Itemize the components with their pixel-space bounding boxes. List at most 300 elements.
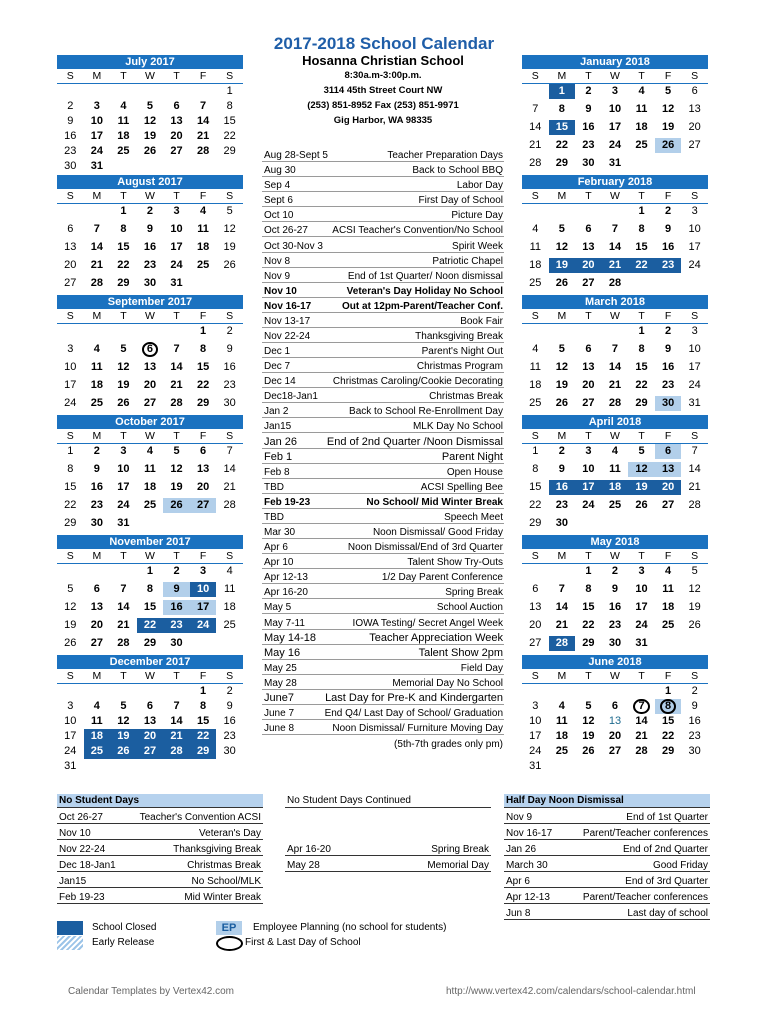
table-row	[285, 840, 491, 856]
row-date: March 30	[506, 860, 548, 871]
weekday-label: T	[173, 190, 180, 202]
day-cell: 13	[64, 241, 77, 253]
day-cell: 11	[609, 463, 621, 475]
school-phone: (253) 851-8952 Fax (253) 851-9971	[307, 100, 459, 111]
day-cell: 6	[655, 444, 682, 459]
day-cell: 15	[196, 361, 210, 373]
event-date: Dec 14	[264, 376, 296, 388]
day-cell	[137, 342, 164, 357]
day-cell: 2	[611, 565, 619, 577]
day-cell: 17	[608, 121, 622, 133]
weekday-label: T	[585, 190, 592, 202]
day-cell: 10	[688, 223, 701, 235]
event-title: Labor Day	[456, 180, 503, 192]
day-cell: 31	[688, 397, 701, 409]
day-cell: 20	[582, 379, 595, 391]
table-row	[285, 872, 491, 888]
event-title: Christmas Program	[416, 361, 503, 373]
weekday-label: S	[226, 310, 234, 322]
day-cell: 26	[555, 277, 568, 289]
day-cell: 22	[137, 618, 164, 633]
day-cell: 14	[555, 601, 568, 613]
weekday-label: S	[226, 670, 234, 682]
day-cell: 14	[635, 715, 648, 727]
weekday-label: S	[66, 190, 74, 202]
school-hours: 8:30a.m-3:00p.m.	[344, 70, 422, 81]
day-cell: 29	[661, 745, 675, 757]
day-cell: 9	[163, 582, 190, 597]
day-cell	[549, 759, 576, 774]
day-cell	[216, 276, 243, 291]
page-title: 2017-2018 School Calendar	[273, 34, 495, 53]
table-row	[57, 840, 263, 856]
event-row	[262, 147, 504, 162]
day-cell: 30	[143, 277, 157, 289]
table-row	[57, 872, 263, 888]
day-cell	[655, 636, 682, 651]
event-date: May 16	[264, 646, 301, 659]
day-cell	[163, 759, 190, 774]
day-cell: 18	[635, 121, 648, 133]
day-cell: 4	[532, 343, 539, 355]
day-cell: 14	[223, 463, 236, 475]
day-cell: 22	[635, 379, 648, 391]
day-cell: 28	[223, 499, 236, 511]
event-date: Apr 12-13	[264, 572, 308, 584]
footer-left[interactable]: Calendar Templates by Vertex42.com	[68, 986, 235, 997]
day-cell: 23	[223, 730, 236, 742]
day-cell: 8	[146, 583, 154, 595]
day-cell: 21	[602, 258, 629, 273]
weekday-label: F	[199, 670, 207, 682]
day-cell: 4	[226, 565, 233, 577]
day-cell: 30	[90, 517, 103, 529]
day-cell: 7	[173, 343, 180, 355]
event-title: Last Day for Pre-K and Kindergarten	[325, 691, 503, 704]
day-cell: 29	[117, 277, 130, 289]
event-title: Noon Dismissal/ Furniture Moving Day	[332, 723, 503, 735]
day-cell: 11	[197, 223, 209, 235]
day-cell: 28	[117, 637, 130, 649]
weekday-label: T	[173, 430, 180, 442]
day-cell	[602, 516, 629, 531]
day-cell: 20	[64, 259, 77, 271]
row-date: Apr 12-13	[506, 892, 550, 903]
school-city: Gig Harbor, WA 98335	[333, 115, 433, 126]
footer-right[interactable]: http://www.vertex42.com/calendars/school-calendar.html	[446, 986, 696, 997]
event-row	[262, 418, 504, 433]
legend-early-release: Early Release	[92, 937, 155, 948]
ep-box: EP	[216, 921, 242, 935]
day-cell: 28	[688, 499, 701, 511]
day-cell: 20	[575, 258, 602, 273]
day-cell: 2	[173, 565, 180, 577]
day-cell: 9	[611, 583, 619, 595]
weekday-label: T	[173, 670, 180, 682]
day-cell	[681, 516, 708, 531]
day-cell: 13	[582, 361, 595, 373]
day-cell: 20	[196, 481, 210, 493]
day-cell: 30	[223, 745, 236, 757]
day-cell: 29	[190, 744, 217, 759]
weekday-label: S	[66, 670, 74, 682]
weekday-label: F	[664, 190, 672, 202]
day-cell: 19	[628, 480, 655, 495]
weekday-label: T	[585, 430, 592, 442]
weekday-label: F	[664, 70, 672, 82]
day-cell	[602, 759, 629, 774]
day-cell: 9	[665, 223, 672, 235]
day-cell: 21	[688, 481, 701, 493]
day-cell: 5	[226, 205, 233, 217]
weekday-label: S	[531, 430, 539, 442]
day-cell: 23	[661, 379, 675, 391]
month-calendar	[57, 295, 243, 414]
month-header: May 2018	[522, 535, 708, 549]
weekday-label: T	[120, 190, 127, 202]
month-header: March 2018	[522, 295, 708, 309]
table-row	[504, 872, 710, 888]
day-cell: 24	[635, 619, 648, 631]
day-cell	[84, 84, 111, 99]
day-cell: 4	[611, 445, 619, 457]
event-date: Nov 16-17	[264, 300, 312, 312]
day-cell: 1	[146, 565, 154, 577]
day-cell: 31	[170, 277, 183, 289]
day-cell	[628, 516, 655, 531]
event-date: Nov 22-24	[264, 331, 311, 343]
row-desc: Teacher's Convention ACSI	[139, 812, 261, 823]
day-cell: 14	[688, 463, 701, 475]
day-cell: 22	[190, 729, 217, 744]
day-cell: 14	[90, 241, 103, 253]
day-cell: 15	[143, 601, 157, 613]
event-row	[262, 479, 504, 494]
event-row	[262, 539, 504, 554]
month-calendar	[522, 175, 708, 294]
day-cell: 10	[608, 103, 622, 115]
legend-first-last-day: First & Last Day of School	[245, 937, 361, 948]
event-title: End of 1st Quarter/ Noon dismissal	[347, 270, 503, 282]
event-date: Feb 8	[264, 466, 290, 478]
event-title: Veteran's Day Holiday No School	[346, 285, 503, 297]
event-row	[262, 735, 504, 750]
row-date: Nov 16-17	[506, 828, 553, 839]
event-date: Dec 7	[264, 361, 291, 373]
event-date: Sept 6	[264, 195, 293, 207]
day-cell: 2	[226, 685, 233, 697]
day-cell: 15	[64, 481, 77, 493]
day-cell: 26	[582, 745, 595, 757]
day-cell	[628, 699, 655, 714]
table-row	[285, 888, 491, 904]
event-row	[262, 283, 504, 298]
day-cell	[84, 684, 111, 699]
event-title: First Day of School	[418, 195, 503, 207]
event-date: Oct 10	[264, 210, 294, 222]
day-cell: 2	[67, 100, 74, 112]
day-cell: 31	[90, 160, 103, 172]
legend-school-closed: School Closed	[92, 922, 157, 933]
day-cell: 15	[196, 715, 210, 727]
day-cell	[137, 759, 164, 774]
event-title: Open House	[446, 466, 503, 478]
month-header: April 2018	[522, 415, 708, 429]
day-cell: 13	[688, 103, 701, 115]
row-desc: Parent/Teacher conferences	[582, 892, 708, 903]
day-cell	[110, 324, 137, 339]
day-cell: 10	[170, 223, 183, 235]
day-cell: 15	[582, 601, 595, 613]
event-row	[262, 298, 504, 313]
event-date: Aug 30	[264, 165, 296, 177]
day-cell: 8	[638, 223, 645, 235]
day-cell: 16	[223, 715, 236, 727]
day-cell: 19	[117, 379, 130, 391]
row-desc: Last day of school	[627, 908, 708, 919]
day-cell: 1	[200, 325, 207, 337]
month-calendar	[522, 295, 708, 414]
school-name: Hosanna Christian School	[302, 53, 464, 68]
day-cell: 6	[691, 85, 698, 97]
event-title: Parent's Night Out	[421, 346, 503, 358]
event-row	[262, 313, 504, 328]
event-title: ACSI Spelling Bee	[420, 481, 503, 493]
table-row	[57, 888, 263, 904]
day-cell: 11	[223, 583, 236, 595]
day-cell: 5	[146, 100, 154, 112]
day-cell: 13	[143, 715, 157, 727]
day-cell	[216, 636, 243, 651]
event-title: No School/ Mid Winter Break	[366, 496, 503, 508]
event-row	[262, 373, 504, 388]
day-cell: 24	[688, 259, 701, 271]
event-title: Speech Meet	[444, 511, 503, 523]
day-cell: 18	[529, 259, 542, 271]
row-date: Jan 26	[506, 844, 537, 855]
event-row	[262, 524, 504, 539]
day-cell	[163, 324, 190, 339]
row-desc: Parent/Teacher conferences	[582, 828, 708, 839]
first-last-day-marker: 6	[142, 342, 158, 357]
day-cell: 17	[529, 730, 542, 742]
weekday-label: F	[199, 310, 207, 322]
day-cell: 8	[226, 100, 233, 112]
day-cell: 25	[90, 397, 103, 409]
day-cell	[575, 516, 602, 531]
day-cell: 26	[110, 744, 137, 759]
day-cell: 29	[555, 157, 568, 169]
day-cell	[190, 276, 217, 291]
day-cell: 30	[688, 745, 701, 757]
day-cell: 3	[200, 565, 207, 577]
weekday-label: M	[92, 670, 102, 682]
day-cell	[681, 759, 708, 774]
weekday-label: S	[531, 670, 539, 682]
event-date: May 28	[264, 677, 297, 689]
day-cell: 23	[64, 145, 77, 157]
day-cell: 3	[67, 343, 74, 355]
event-date: Jan 2	[264, 406, 289, 418]
day-cell: 26	[223, 259, 236, 271]
day-cell	[655, 516, 682, 531]
day-cell: 3	[691, 325, 698, 337]
event-date: Mar 30	[264, 527, 296, 539]
day-cell: 26	[655, 138, 682, 153]
weekday-label: W	[610, 430, 620, 442]
day-cell: 28	[608, 277, 622, 289]
day-cell: 25	[555, 745, 568, 757]
day-cell: 5	[120, 700, 127, 712]
day-cell: 29	[196, 397, 210, 409]
weekday-label: T	[638, 670, 645, 682]
day-cell: 19	[64, 619, 77, 631]
day-cell	[522, 324, 549, 339]
day-cell: 25	[223, 619, 236, 631]
day-cell: 21	[90, 259, 103, 271]
day-cell: 22	[529, 499, 542, 511]
event-date: TBD	[264, 481, 284, 493]
event-title: IOWA Testing/ Secret Angel Week	[352, 617, 503, 629]
day-cell: 11	[556, 715, 568, 727]
event-row	[262, 388, 504, 403]
day-cell: 14	[117, 601, 130, 613]
day-cell: 25	[635, 139, 648, 151]
day-cell	[522, 84, 549, 99]
event-row	[262, 675, 504, 690]
day-cell: 1	[120, 205, 127, 217]
day-cell: 8	[67, 463, 74, 475]
day-cell: 9	[585, 103, 592, 115]
first-last-day-oval	[216, 936, 243, 951]
half-day-header: Half Day Noon Dismissal	[504, 794, 710, 808]
event-row	[262, 162, 504, 177]
row-desc: Christmas Break	[187, 860, 261, 871]
day-cell: 26	[688, 619, 701, 631]
day-cell	[137, 324, 164, 339]
event-date: Feb 19-23	[264, 496, 311, 508]
event-row	[262, 449, 504, 464]
day-cell: 17	[688, 361, 701, 373]
day-cell: 3	[173, 205, 180, 217]
row-date: Dec 18-Jan1	[59, 860, 116, 871]
day-cell	[602, 204, 629, 219]
day-cell: 15	[635, 361, 648, 373]
row-date: May 28	[287, 860, 320, 871]
weekday-label: F	[664, 550, 672, 562]
day-cell: 22	[661, 730, 675, 742]
event-title: Spirit Week	[452, 240, 503, 252]
weekday-label: M	[557, 670, 567, 682]
day-cell: 2	[585, 85, 592, 97]
day-cell: 18	[143, 481, 157, 493]
day-cell: 24	[117, 499, 130, 511]
weekday-label: S	[691, 550, 699, 562]
weekday-label: T	[585, 670, 592, 682]
weekday-label: F	[199, 190, 207, 202]
day-cell: 8	[200, 343, 207, 355]
day-cell	[522, 684, 549, 699]
day-cell: 16	[608, 601, 622, 613]
event-title: School Auction	[436, 602, 503, 614]
day-cell: 10	[190, 582, 217, 597]
day-cell: 13	[608, 715, 622, 727]
day-cell: 12	[628, 462, 655, 477]
day-cell: 23	[555, 499, 568, 511]
day-cell: 6	[532, 583, 539, 595]
event-date: June 8	[264, 723, 295, 735]
day-cell	[655, 276, 682, 291]
weekday-label: S	[66, 310, 74, 322]
weekday-label: M	[557, 190, 567, 202]
day-cell: 4	[200, 205, 207, 217]
day-cell: 10	[529, 715, 542, 727]
month-header: August 2017	[57, 175, 243, 189]
day-cell: 17	[575, 480, 602, 495]
weekday-label: F	[664, 310, 672, 322]
day-cell: 24	[190, 618, 217, 633]
day-cell: 10	[688, 343, 701, 355]
weekday-label: S	[66, 430, 74, 442]
day-cell: 27	[582, 277, 595, 289]
weekday-label: T	[120, 670, 127, 682]
day-cell	[549, 564, 576, 579]
month-calendar	[522, 55, 708, 174]
day-cell: 29	[582, 637, 595, 649]
day-cell: 16	[661, 361, 675, 373]
event-title: End Q4/ Last Day of School/ Graduation	[324, 707, 503, 719]
row-date: Oct 26-27	[59, 812, 103, 823]
day-cell: 28	[608, 397, 622, 409]
month-header: July 2017	[57, 55, 243, 69]
day-cell: 12	[117, 361, 130, 373]
day-cell: 10	[582, 463, 595, 475]
day-cell: 6	[200, 445, 207, 457]
weekday-label: W	[610, 70, 620, 82]
day-cell: 19	[223, 241, 236, 253]
event-title: 1/2 Day Parent Conference	[381, 572, 503, 584]
early-release-swatch	[57, 936, 83, 950]
month-header: February 2018	[522, 175, 708, 189]
event-title: Back to School Re-Enrollment Day	[349, 406, 503, 418]
day-cell	[110, 684, 137, 699]
day-cell: 26	[163, 498, 190, 513]
day-cell	[190, 516, 217, 531]
event-row	[262, 720, 504, 735]
day-cell: 12	[170, 463, 183, 475]
weekday-label: T	[638, 70, 645, 82]
day-cell: 11	[91, 715, 103, 727]
weekday-label: W	[610, 550, 620, 562]
event-row	[262, 343, 504, 358]
day-cell: 1	[585, 565, 592, 577]
row-desc: End of 2nd Quarter	[622, 844, 708, 855]
day-cell: 6	[611, 700, 619, 712]
day-cell: 13	[655, 462, 682, 477]
day-cell: 9	[665, 343, 672, 355]
row-date: Nov 22-24	[59, 844, 106, 855]
half-day-table	[504, 794, 710, 920]
weekday-label: S	[691, 190, 699, 202]
month-calendar	[522, 655, 708, 774]
event-date: Oct 30-Nov 3	[264, 240, 323, 252]
day-cell	[549, 204, 576, 219]
day-cell	[190, 759, 217, 774]
day-cell: 19	[661, 121, 675, 133]
month-calendar	[57, 535, 243, 654]
day-cell: 8	[120, 223, 127, 235]
day-cell: 14	[196, 115, 210, 127]
